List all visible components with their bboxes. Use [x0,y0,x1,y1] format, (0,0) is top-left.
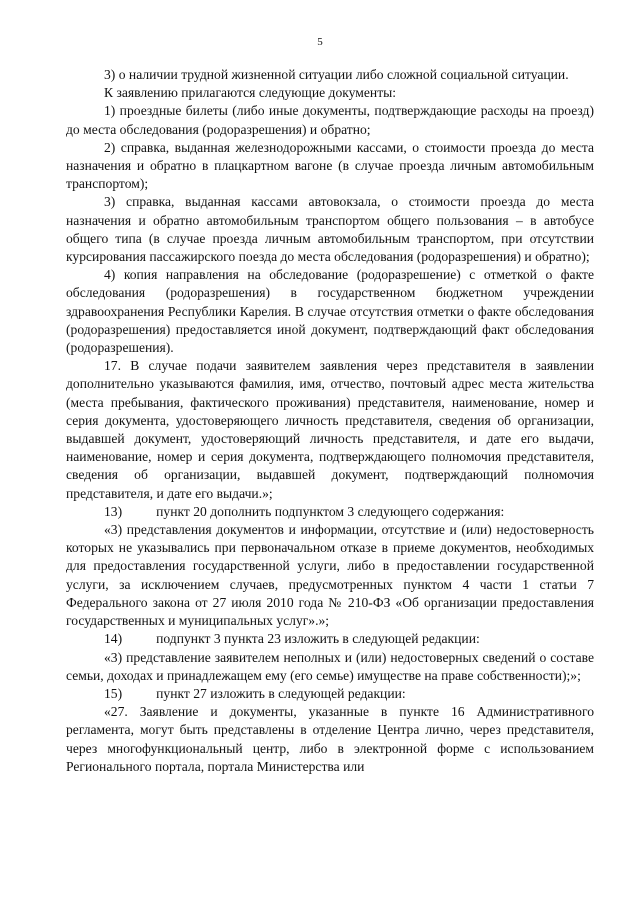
paragraph: «3) представление заявителем неполных и (или) недостоверных сведений о составе семьи, доходах и принадлежащем ему (его семье) имуществе на праве собственности);»; [66,649,594,683]
numbered-item [66,503,594,521]
paragraph: 3) справка, выданная кассами автовокзала, о стоимости проезда до места назначения и обратно автомобильным транспортом общего пользования – в автобусе общего типа (в случае проезда личным автомобильным транспортом, при отсутствии курсирования пассажирского поезда до места обследования (родоразрешения) и обратно); [66,194,594,265]
item-number: 15) [104,685,123,701]
numbered-item [66,630,594,648]
paragraph: 2) справка, выданная железнодорожными кассами, о стоимости проезда до места назначения и обратно в плацкартном вагоне (в случае проезда личным автомобильным транспортом); [66,139,594,192]
item-text: пункт 27 изложить в следующей редакции: [156,685,406,701]
paragraph: 1) проездные билеты (либо иные документы, подтверждающие расходы на проезд) до места обследования (родоразрешения) и обратно; [66,103,594,137]
item-text: подпункт 3 пункта 23 изложить в следующей редакции: [156,631,480,647]
item-number: 14) [104,631,123,647]
page-number: 5 [317,36,323,48]
paragraph: «27. Заявление и документы, указанные в пункте 16 Административного регламента, могут быть представлены в отделение Центра лично, через представителя, через многофункциональный центр, либо в электронной форме с использованием Регионального портала, портала Министерства или [66,704,594,774]
paragraph: «3) представления документов и информации, отсутствие и (или) недостоверность которых не указывались при первоначальном отказе в приеме документов, необходимых для предоставления государственной услуги, либо в предоставлении государственной услуги, за исключением случаев, предусмотренных пунктом 4 части 1 статьи 7 Федерального закона от 27 июля 2010 года № 210-ФЗ «Об организации предоставления государственных и муниципальных услуг».»; [66,522,594,629]
paragraph: 17. В случае подачи заявителем заявления через представителя в заявлении дополнительно указываются фамилия, имя, отчество, почтовый адрес места жительства (места пребывания, фактического проживания) представителя, наименование, номер и серия документа, удостоверяющего личность представителя, сведения об организации, выдавшей документ, удостоверяющий личность представителя, и дате его выдачи, наименование, номер и серия документа, подтверждающего полномочия представителя, сведения об организации, выдавшей документ, подтверждающий полномочия представителя, и дате его выдачи.»; [66,358,594,501]
item-text: пункт 20 дополнить подпунктом 3 следующего содержания: [156,503,505,519]
numbered-item [66,685,594,703]
paragraph: К заявлению прилагаются следующие документы: [104,85,397,101]
paragraph: 4) копия направления на обследование (родоразрешение) с отметкой о факте обследования (родоразрешения) в государственном бюджетном учреждении здравоохранения Республики Карелия. В случае отсутствия отметки о факте обследования (родоразрешения) предоставляется иной документ, подтверждающий факт обследования (родоразрешения). [66,267,594,356]
item-number: 13) [104,503,123,519]
paragraph: 3) о наличии трудной жизненной ситуации либо сложной социальной ситуации. [104,67,569,82]
document-body [66,66,594,776]
